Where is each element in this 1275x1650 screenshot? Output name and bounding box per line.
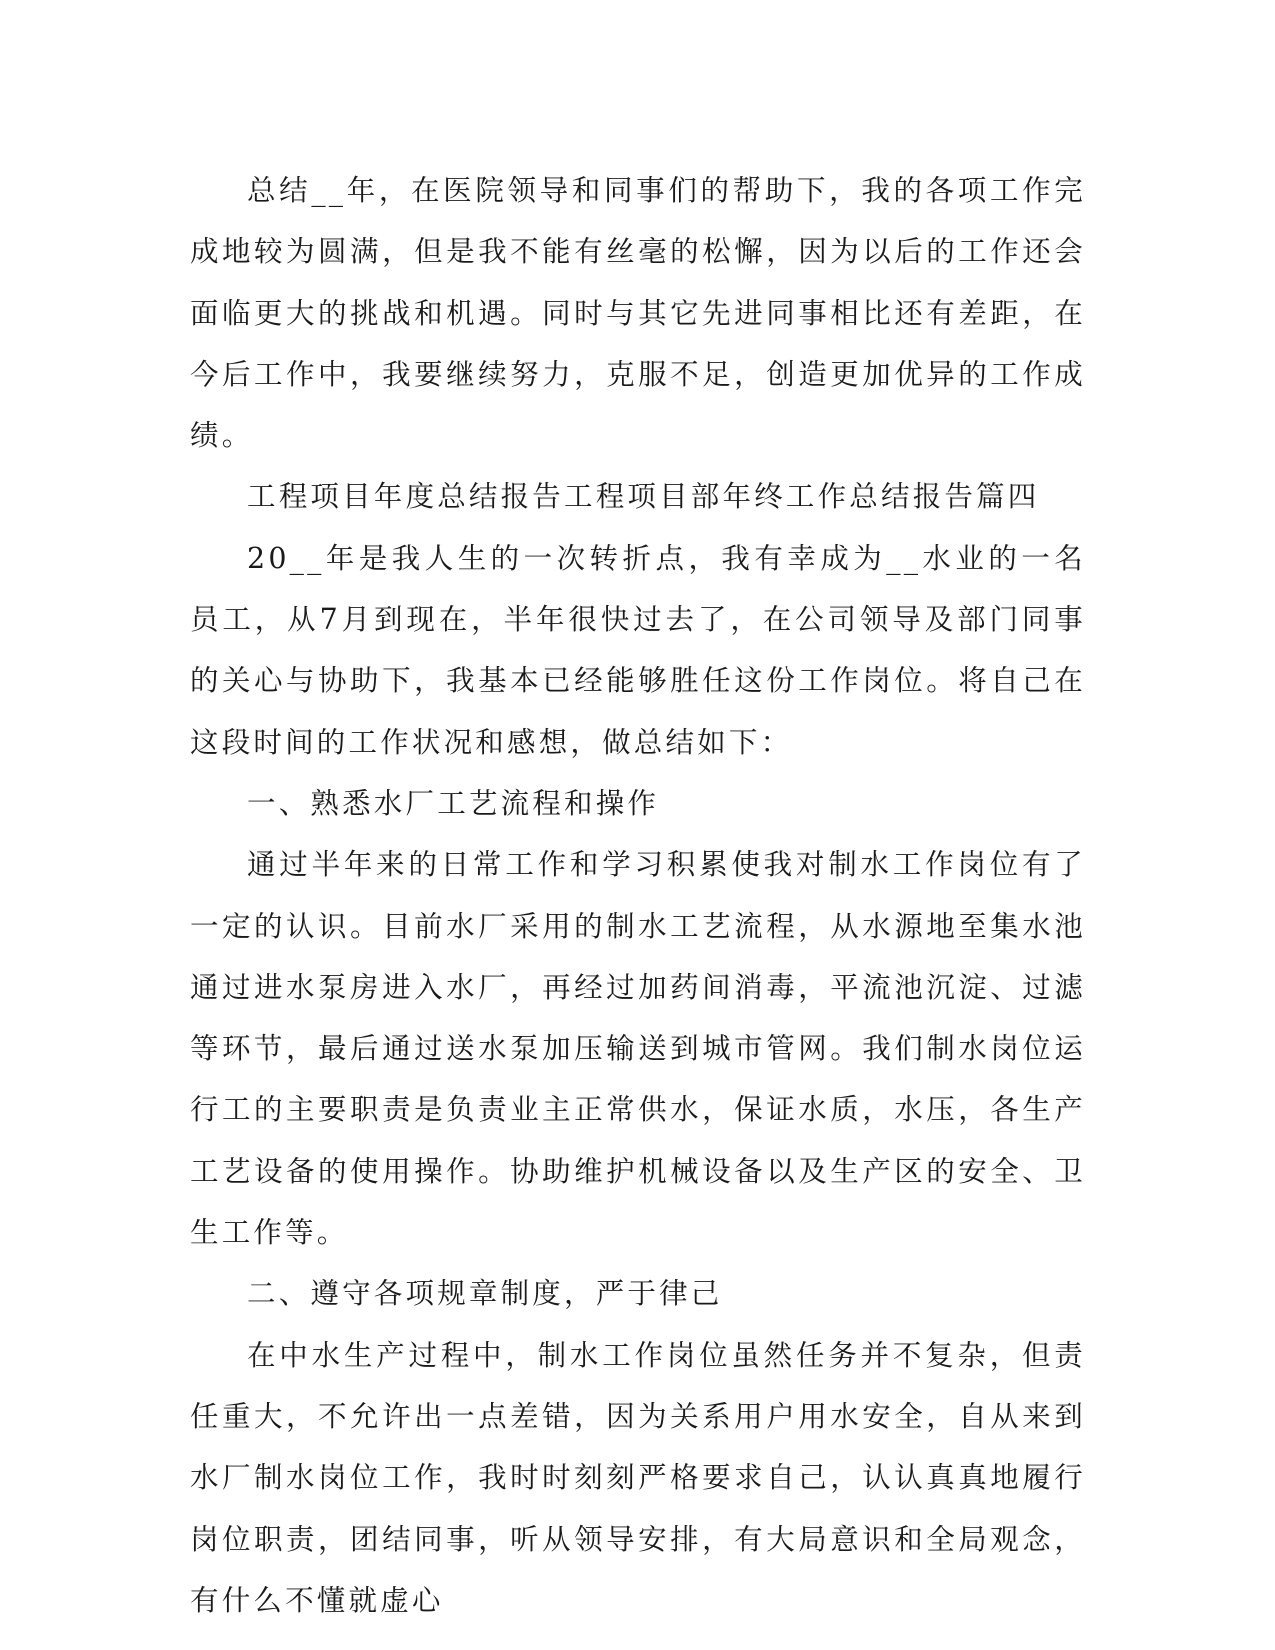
section-heading-two: 二、遵守各项规章制度，严于律己 — [247, 1277, 723, 1311]
paragraph-discipline: 在中水生产过程中，制水工作岗位虽然任务并不复杂，但责任重大，不允许出一点差错，因为关系用户用水安全，自从来到水厂制水岗位工作，我时时刻刻严格要求自己，认认真真地履行岗位职责，团结同事，听从领导安排，有大局意识和全局观念，有什么不懂就虚心 — [190, 1338, 1086, 1617]
paragraph-process: 通过半年来的日常工作和学习积累使我对制水工作岗位有了一定的认识。目前水厂采用的制水工艺流程，从水源地至集水池通过进水泵房进入水厂，再经过加药间消毒，平流池沉淀、过滤等环节，最后通过送水泵加压输送到城市管网。我们制水岗位运行工的主要职责是负责业主正常供水，保证水质，水压，各生产工艺设备的使用操作。协助维护机械设备以及生产区的安全、卫生工作等。 — [190, 848, 1086, 1250]
section-heading-part-four: 工程项目年度总结报告工程项目部年终工作总结报告篇四 — [247, 480, 1040, 514]
document-body — [190, 160, 1086, 1631]
section-heading-one: 一、熟悉水厂工艺流程和操作 — [247, 786, 660, 820]
paragraph-summary: 总结__年，在医院领导和同事们的帮助下，我的各项工作完成地较为圆满，但是我不能有丝毫的松懈，因为以后的工作还会面临更大的挑战和机遇。同时与其它先进同事相比还有差距，在今后工作中，我要继续努力，克服不足，创造更加优异的工作成绩。 — [190, 174, 1086, 453]
paragraph-intro: 20__年是我人生的一次转折点，我有幸成为__水业的一名员工，从7月到现在，半年很快过去了，在公司领导及部门同事的关心与协助下，我基本已经能够胜任这份工作岗位。将自己在这段时间的工作状况和感想，做总结如下： — [190, 541, 1086, 759]
